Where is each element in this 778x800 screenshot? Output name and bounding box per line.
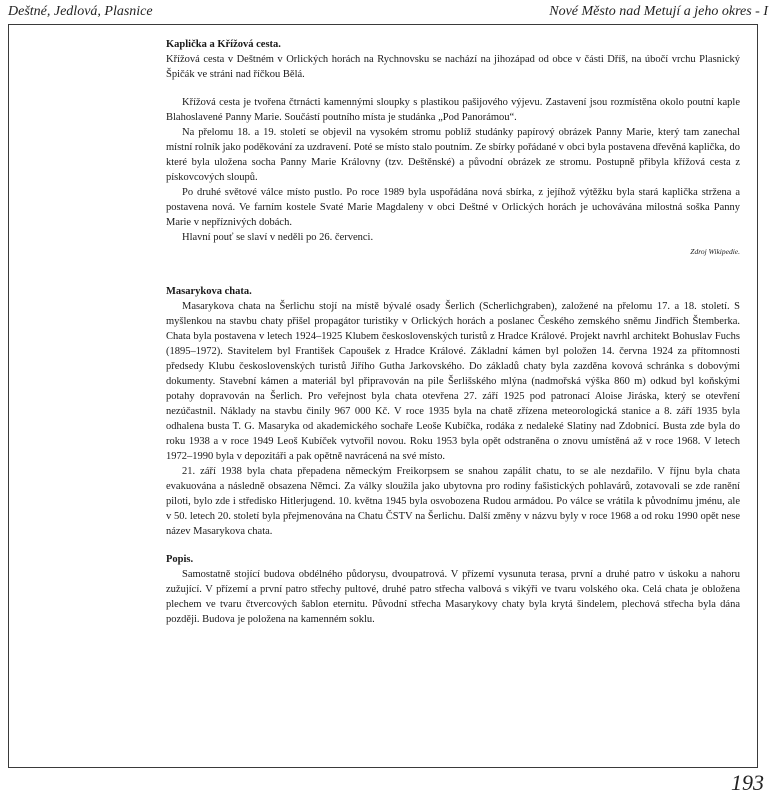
source-note: Zdroj Wikipedie. bbox=[690, 247, 740, 256]
paragraph: Na přelomu 18. a 19. století se objevil na vysokém stromu poblíž studánky papírový obrázek Panny Marie, který tam zanechal místní rolník jako poděkování za uzdravení. Poté se místo stalo poutním. Ze sbírky pořádané v obci byla postavena dřevěná kaplička, do které byla uložena socha Panny Marie Královny (tzv. Deštěnské) a původní obrázek ze stromu. Postupně přibyla křížová cesta z pískovcových sloupů. bbox=[166, 127, 740, 183]
running-header-left: Deštné, Jedlová, Plasnice bbox=[8, 4, 153, 19]
section-title-masarykova: Masarykova chata. bbox=[166, 286, 252, 297]
running-header-right: Nové Město nad Metují a jeho okres - I bbox=[549, 4, 768, 19]
paragraph: Hlavní pouť se slaví v neděli po 26. červenci. bbox=[182, 232, 374, 243]
paragraph: Po druhé světové válce místo pustlo. Po roce 1989 byla uspořádána nová sbírka, z jejíhož výtěžku byla stará kaplička stržena a postavena nová. Ve farním kostele Svaté Marie Magdaleny v obci Deštné v Orlických horách je uchovávána milostná soška Panny Marie v nepříznivých dobách. bbox=[166, 187, 740, 228]
section-title-popis: Popis. bbox=[166, 554, 194, 565]
section-title-kaplicka: Kaplička a Křížová cesta. bbox=[166, 39, 281, 50]
paragraph: Samostatně stojící budova obdélného půdorysu, dvoupatrová. V přízemí vysunuta terasa, první a druhé patro v úskoku a nahoru zužující. V přízemí a první patro střechy pultové, druhé patro střecha valbová s vikýři ve tvaru volského oka. Celá chata je obložena plechem ve tvaru čtvercových šablon eternitu. Původní střecha Masarykovy chaty byla krytá šindelem, plechová střecha byla dána později. Budova je položena na kamenném soklu. bbox=[166, 569, 740, 625]
paragraph: Křížová cesta je tvořena čtrnácti kamennými sloupky s plastikou pašijového výjevu. Zastavení jsou rozmístěna okolo poutní kaple Blahoslavené Panny Marie. Součástí poutního místa je studánka „Pod Panorámou“. bbox=[166, 97, 740, 123]
paragraph: Křížová cesta v Deštném v Orlických horách na Rychnovsku se nachází na jihozápad od obce v části Dříš, na úbočí vrchu Plasnický Špičák ve stráni nad říčkou Bělá. bbox=[166, 54, 740, 80]
paragraph: Masarykova chata na Šerlichu stojí na místě bývalé osady Šerlich (Scherlichgraben), založené na přelomu 17. a 18. století. S myšlenkou na stavbu chaty přišel propagátor turistiky v Orlických horách a poslanec Českého zemského sněmu Jindřich Štemberka. Chata byla postavena v letech 1924–1925 Klubem československých turistů z Hradce Králové. Projekt navrhl architekt Bohuslav Fuchs (1895–1972). Stavitelem byl František Capoušek z Hradce Králové. Základní kámen byl položen 14. června 1924 za přítomnosti předsedy Klubu československých turistů Jiřího Gutha Jarkovského. Do základů chaty byla zazděna kovová schránka s dobovými dokumenty. Stavební kámen a materiál byl připravován na pile Šerlišského mlýna (nadmořská výška 860 m) odkud byl koňskými potahy dopravován na Šerlich. Pro veřejnost byla chata otevřena 27. září 1925 pod patronací Aloise Jiráska, který se otevření nezúčastnil. Náklady na stavbu činily 967 000 Kč. V roce 1935 byla na chatě zřízena meteorologická stanice a 8. září 1935 byla odhalena busta T. G. Masaryka od akademického sochaře Leoše Kubíčka, rodáka z nedaleké Slatiny nad Zdobnicí. Busta zde byla do roku 1938 a v roce 1949 Leoš Kubíček vytvořil novou. Roku 1953 byla opět odstraněna o znovu umístěná až v roce 1968. V letech 1972–1990 byla v depozitáři a pak opětně navrácená na své místo. bbox=[166, 301, 740, 462]
article-body bbox=[166, 37, 740, 627]
paragraph: 21. září 1938 byla chata přepadena německým Freikorpsem se snahou zapálit chatu, to se ale nezdařilo. V říjnu byla chata evakuována a následně obsazena Němci. Za války sloužila jako ubytovna pro rodiny fašistických pohlavárů, zotavovali se zde ranění piloti, bylo zde i středisko Hitlerjugend. 10. května 1945 byla osvobozena Rudou armádou. Po válce se vrátila k původnímu jménu, ale v 50. letech 20. století byla přejmenována na Chatu ČSTV na Šerlichu. Další změny v názvu byly v roce 1968 a od roku 1990 opět nese název Masarykova chata. bbox=[166, 466, 740, 537]
page-number: 193 bbox=[731, 770, 764, 795]
